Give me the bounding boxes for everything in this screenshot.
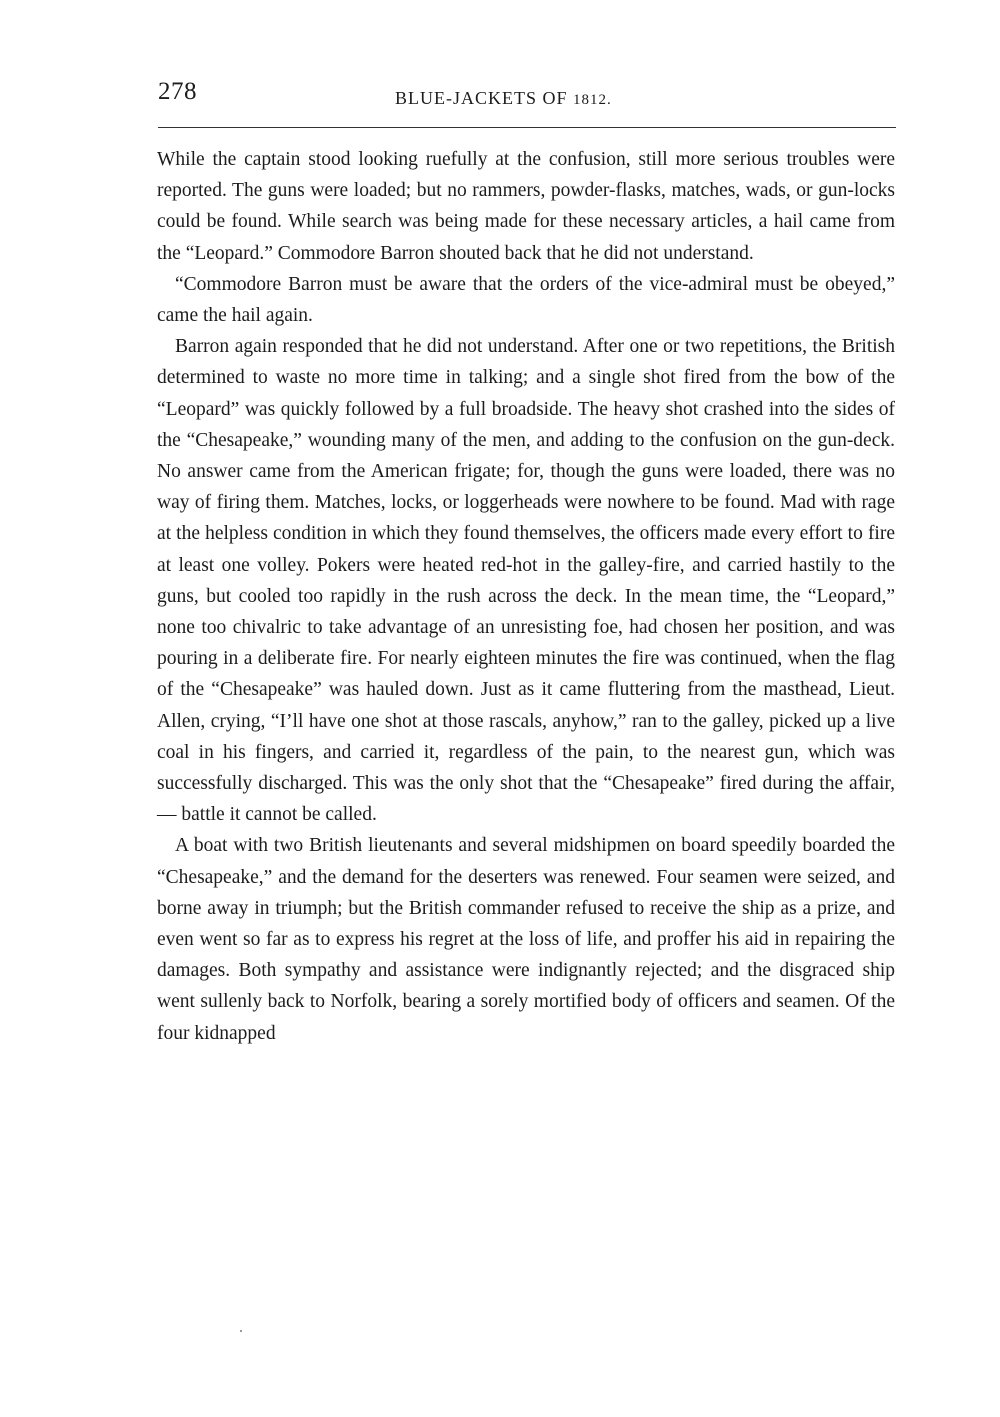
header-rule	[158, 127, 896, 128]
paragraph-1: While the captain stood looking ruefully at the confusion, still more serious troubles were reported. The guns were loaded; but no rammers, powder-flasks, matches, wads, or gun-locks could be found. While search was being made for these necessary articles, a hail came from the “Leopard.” Commodore Barron shouted back that he did not understand.	[157, 149, 895, 264]
page-number: 278	[158, 78, 197, 105]
paragraph-3: Barron again responded that he did not understand. After one or two repetitions, the British determined to waste no more time in talking; and a single shot fired from the bow of the “Leopard” was quickly followed by a full broadside. The heavy shot crashed into the sides of the “Chesapeake,” wounding many of the men, and adding to the confusion on the gun-deck. No answer came from the American frigate; for, though the guns were loaded, there was no way of firing them. Matches, locks, or loggerheads were nowhere to be found. Mad with rage at the helpless condition in which they found themselves, the officers made every effort to fire at least one volley. Pokers were heated red-hot in the galley-fire, and carried hastily to the guns, but cooled too rapidly in the rush across the deck. In the mean time, the “Leopard,” none too chivalric to take advantage of an unresisting foe, had chosen her position, and was pouring in a deliberate fire. For nearly eighteen minutes the fire was continued, when the flag of the “Chesapeake” was hauled down. Just as it came fluttering from the masthead, Lieut. Allen, crying, “I’ll have one shot at those rascals, anyhow,” ran to the galley, picked up a live coal in his fingers, and carried it, regardless of the pain, to the nearest gun, which was successfully discharged. This was the only shot that the “Chesapeake” fired during the affair, — battle it cannot be called.	[157, 336, 895, 826]
running-head-year: 1812.	[573, 92, 612, 108]
page-speck	[240, 1330, 242, 1332]
paragraph-2: “Commodore Barron must be aware that the orders of the vice-admiral must be obeyed,” came the hail again.	[157, 273, 895, 327]
running-head	[395, 88, 612, 109]
running-head-title: BLUE-JACKETS OF	[395, 88, 568, 108]
paragraph-4: A boat with two British lieutenants and several midshipmen on board speedily boarded the “Chesapeake,” and the demand for the deserters was renewed. Four seamen were seized, and borne away in triumph; but the British commander refused to receive the ship as a prize, and even went so far as to express his regret at the loss of life, and proffer his aid in repairing the damages. Both sympathy and assistance were indignantly rejected; and the disgraced ship went sullenly back to Norfolk, bearing a sorely mortified body of officers and seamen. Of the four kidnapped	[157, 835, 895, 1044]
body-text	[157, 144, 895, 1049]
